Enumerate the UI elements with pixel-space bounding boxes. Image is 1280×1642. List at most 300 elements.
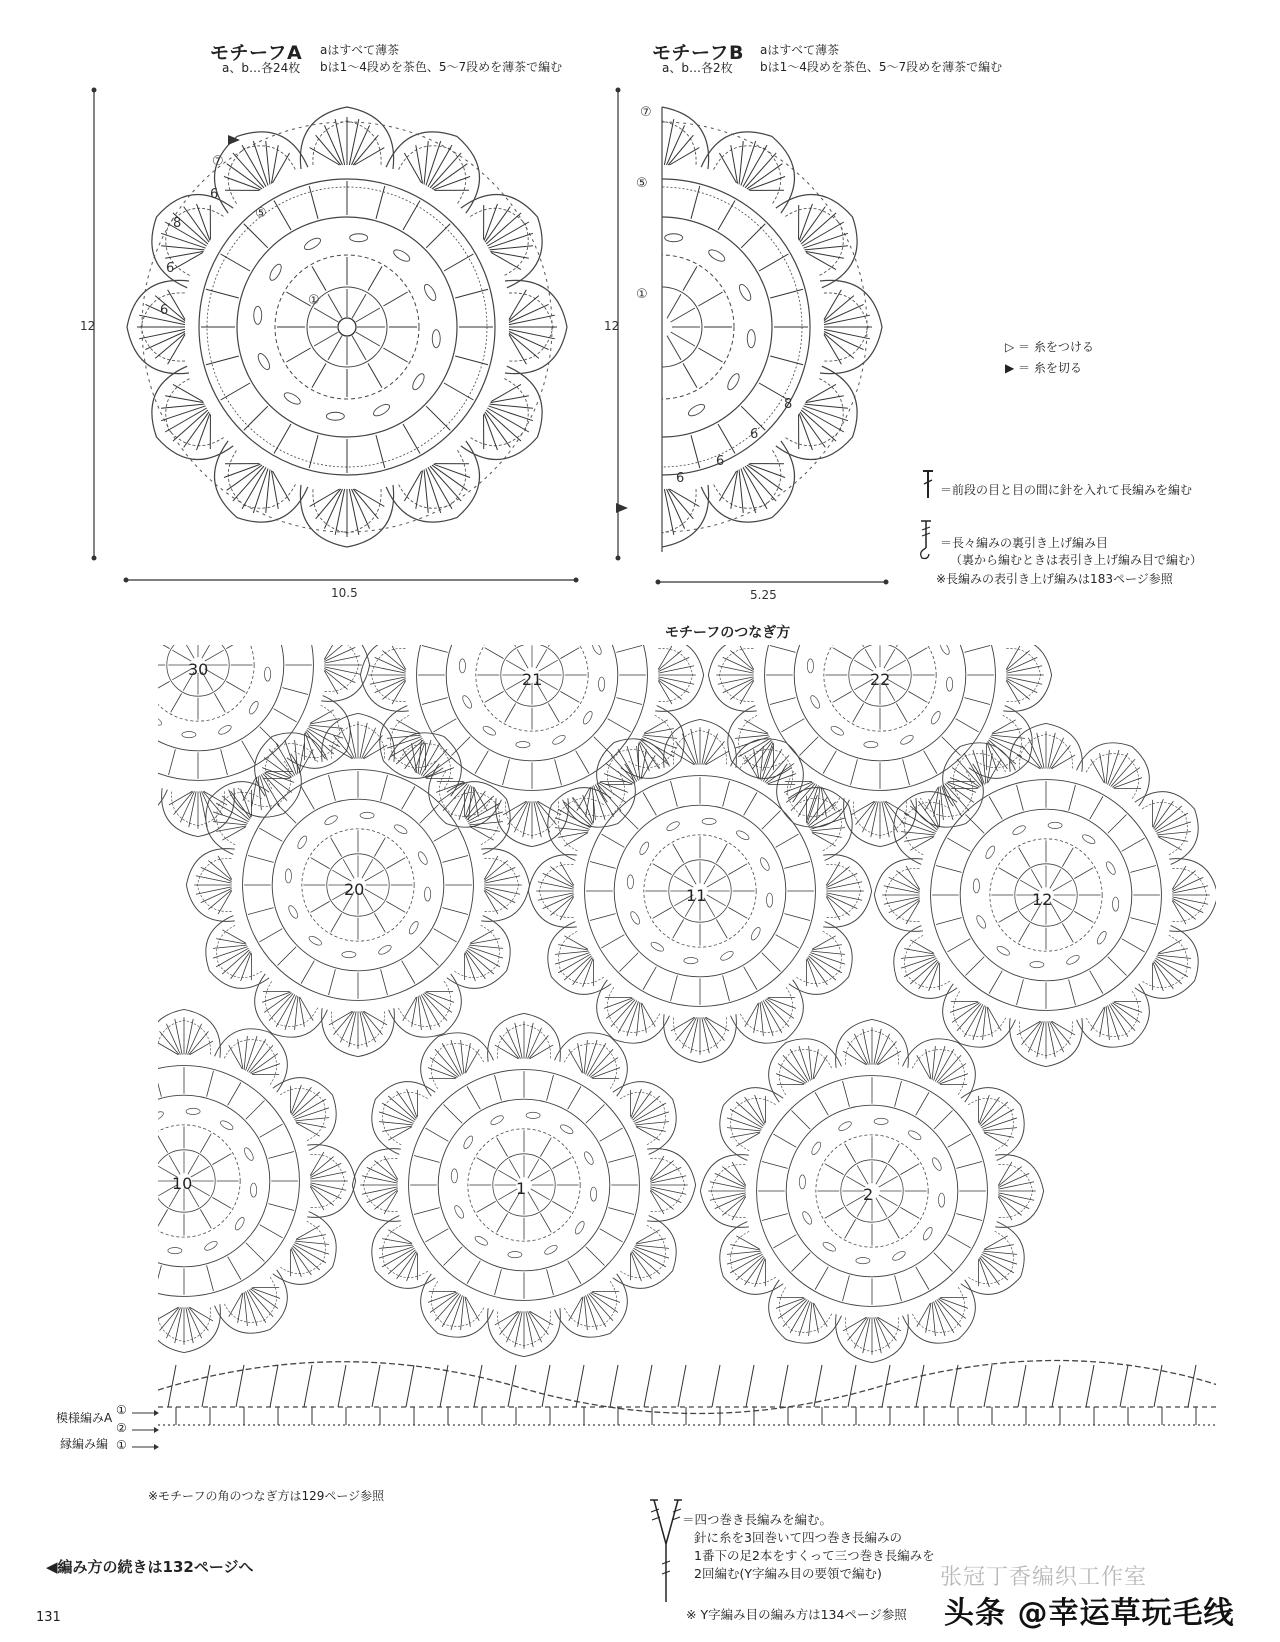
petal-shell [127, 280, 189, 373]
chain-loop [186, 1108, 200, 1114]
stitch-mark [314, 308, 338, 322]
motif-label-20: 20 [344, 880, 365, 899]
petal-shell [496, 798, 569, 846]
stitch-mark [916, 1092, 929, 1115]
chain-loop [1081, 833, 1096, 845]
stitch-mark [467, 1086, 480, 1109]
chain-loop [408, 920, 420, 935]
chain-loop [766, 893, 772, 907]
chain-loop [422, 283, 438, 303]
border-stitch [1154, 1365, 1162, 1407]
border-stitch [950, 1365, 958, 1407]
stitch-mark [704, 865, 715, 884]
chain-loop [489, 1114, 504, 1126]
stitch-mark [268, 1204, 294, 1211]
stitch-mark [497, 1138, 508, 1157]
petal-shell [755, 1280, 842, 1358]
petal-shell [158, 1009, 220, 1057]
stitch-mark [226, 645, 245, 649]
stitch-mark [619, 953, 638, 972]
dc-between-icon [918, 468, 938, 502]
petal-shell [700, 1155, 748, 1228]
row-num-3: ① [116, 1438, 127, 1452]
stitch-mark [600, 1128, 623, 1141]
chain-loop [984, 845, 996, 860]
stitch-mark [517, 649, 528, 668]
stitch-mark [246, 1100, 265, 1119]
stitch-mark [716, 919, 727, 938]
b-round-label-1: ① [636, 287, 648, 302]
motif-label-12: 12 [1032, 890, 1053, 909]
stitch-mark [934, 1110, 953, 1129]
stitch-mark [671, 781, 678, 807]
stitch-mark [246, 1243, 265, 1262]
stitch-mark [716, 844, 727, 863]
petal-shell [879, 925, 957, 1012]
stitch-mark [586, 1247, 605, 1266]
b-round-label-6c: 6 [676, 471, 685, 486]
stitch-mark [576, 751, 589, 774]
stitch-mark [547, 1075, 554, 1101]
chain-loop [641, 412, 659, 420]
stitch-mark [744, 792, 757, 815]
stitch-mark [531, 1170, 550, 1181]
join-title: モチーフのつなぎ方 [665, 625, 791, 641]
stitch-mark [1017, 785, 1024, 811]
petal-shell [186, 849, 234, 922]
stitch-mark [857, 1165, 868, 1184]
join-motifs [158, 645, 1218, 1363]
stitch-mark [301, 786, 314, 809]
stitch-mark [221, 254, 250, 271]
petal-shell [823, 855, 871, 928]
border-stitch [712, 1365, 720, 1407]
stitch-mark [791, 1110, 810, 1129]
stitch-mark [762, 1162, 788, 1169]
chain-loop [597, 390, 617, 406]
stitch-mark [383, 348, 407, 362]
chain-loop [257, 645, 269, 646]
stitch-mark [374, 838, 385, 857]
page-number: 131 [36, 1610, 61, 1625]
stitch-mark [888, 1219, 899, 1238]
chain-loop [360, 812, 374, 818]
stitch-mark [673, 919, 684, 938]
stitch-mark [442, 908, 468, 915]
stitch-mark [896, 703, 907, 722]
motif-b-height-label: 12 [604, 319, 620, 333]
petal-shell [407, 1018, 494, 1096]
round-label-6c: 6 [160, 303, 169, 318]
stitch-mark [169, 749, 176, 775]
stitch-mark [188, 1155, 199, 1174]
stitch-mark [552, 1158, 571, 1169]
stitch-mark [723, 975, 730, 1001]
border-stitch [848, 1365, 856, 1407]
stitch-mark [356, 308, 380, 322]
petal-shell [664, 719, 737, 767]
petal-shell [447, 915, 525, 1002]
stitch-mark [548, 645, 559, 647]
stitch-mark [498, 1189, 517, 1200]
stitch-mark [1069, 785, 1076, 811]
stitch-mark [815, 1267, 828, 1290]
stitch-mark [608, 1156, 634, 1163]
round-label-8: 8 [173, 216, 182, 231]
border-stitch [542, 1365, 550, 1407]
stitch-mark [433, 719, 456, 732]
chain-loop [219, 1119, 234, 1131]
stitch-mark [286, 348, 310, 362]
stitch-mark [560, 691, 579, 702]
stitch-mark [936, 866, 962, 873]
petal-shell [488, 1013, 561, 1061]
chain-loop [158, 1110, 165, 1122]
chain-loop [946, 677, 952, 691]
stitch-mark [381, 775, 388, 801]
petal-shell [789, 921, 867, 1008]
stitch-mark [744, 967, 757, 990]
stitch-mark [590, 201, 606, 230]
chain-loop [747, 330, 755, 348]
stitch-mark [403, 201, 420, 230]
stitch-mark [865, 649, 876, 668]
stitch-mark [718, 201, 735, 230]
stitch-mark [624, 186, 633, 219]
petal-shell [388, 974, 475, 1052]
stitch-mark [895, 1275, 902, 1301]
chain-loop [254, 306, 262, 324]
chain-loop [377, 944, 392, 956]
stitch-mark [259, 929, 282, 942]
petal-shell [879, 778, 957, 865]
chain-loop [250, 1183, 256, 1197]
chain-loop [462, 1135, 474, 1150]
chain-loop [432, 330, 440, 348]
legend-attach: ▷ ＝ 糸をつける [1005, 340, 1094, 354]
stitch-mark [426, 224, 450, 248]
border-stitch [304, 1365, 312, 1407]
stitch-mark [497, 1213, 508, 1232]
stitch-mark [202, 645, 213, 658]
petal-shell [995, 1155, 1043, 1228]
quad-line-2: 針に糸を3回巻いて四つ巻き長編みの [694, 1530, 902, 1545]
stitch-mark [900, 1207, 919, 1218]
petal-shell [488, 1308, 561, 1356]
stitch-mark [999, 911, 1018, 922]
stitch-mark [1122, 838, 1145, 851]
chain-loop [168, 1247, 182, 1253]
border-stitch [372, 1365, 380, 1407]
stitch-mark [762, 953, 781, 972]
motif-label-2: 2 [863, 1185, 874, 1204]
petal-shell [554, 1274, 641, 1352]
chain-loop [939, 645, 951, 656]
stitch-mark [495, 1269, 502, 1295]
stitch-mark [443, 1104, 462, 1123]
petal-shell [1169, 859, 1217, 932]
b-round-label-6b: 6 [716, 454, 725, 469]
stitch-mark [207, 1071, 214, 1097]
stitch-mark [212, 1197, 231, 1208]
stitch-mark [509, 1159, 520, 1178]
stitch-mark [759, 254, 788, 271]
petal-shell [481, 849, 529, 922]
chain-loop [182, 731, 196, 737]
petal-shell [705, 1074, 783, 1161]
chain-loop [591, 645, 603, 656]
stitch-mark [1090, 971, 1103, 994]
stitch-mark [242, 741, 255, 764]
stitch-mark [1031, 869, 1042, 888]
stitch-mark [443, 1247, 462, 1266]
chain-loop [508, 1251, 522, 1257]
petal-shell [613, 1068, 691, 1155]
stitch-mark [590, 424, 606, 453]
stitch-mark [420, 804, 439, 823]
stitch-mark [368, 266, 382, 290]
petal-shell [1010, 1018, 1083, 1066]
stitch-mark [876, 1198, 887, 1217]
stitch-mark [601, 292, 625, 306]
motif-a-title: モチーフA [210, 42, 303, 64]
chain-loop [417, 850, 429, 865]
stitch-mark [555, 759, 562, 785]
stitch-mark [277, 947, 296, 966]
stitch-mark [314, 332, 338, 346]
stitch-mark [260, 1225, 283, 1238]
petal-shell [583, 724, 670, 802]
chain-loop [482, 725, 497, 737]
petal-shell [388, 718, 475, 796]
border-stitch [882, 1365, 890, 1407]
stitch-mark [352, 336, 366, 360]
chain-loop [759, 856, 771, 871]
stitch-mark [728, 907, 747, 918]
stitch-mark [653, 907, 672, 918]
stitch-mark [707, 895, 726, 906]
stitch-mark [528, 1192, 539, 1211]
stitch-mark [568, 1261, 581, 1284]
motif-label-1: 1 [516, 1179, 527, 1198]
chain-loop [627, 875, 633, 889]
stitch-mark [228, 1082, 241, 1105]
chain-loop [158, 715, 163, 727]
motif-a-count: a、b…各24枚 [222, 61, 301, 75]
chain-loop [931, 1156, 943, 1171]
stitch-mark [422, 698, 448, 705]
chain-loop [543, 1244, 558, 1256]
stitch-mark [531, 1189, 550, 1200]
stitch-mark [601, 348, 625, 362]
chain-loop [203, 1240, 218, 1252]
join-diagram [158, 645, 1218, 1480]
chain-loop [308, 935, 323, 947]
stitch-mark [274, 424, 291, 453]
stitch-mark [728, 864, 747, 875]
stitch-mark [784, 914, 810, 921]
petal-shell [352, 1149, 400, 1222]
stitch-mark [381, 969, 388, 995]
chain-loop [410, 372, 426, 392]
stitch-mark [965, 814, 984, 833]
stitch-mark [845, 1219, 856, 1238]
petal-shell [820, 280, 882, 373]
chain-loop [217, 724, 232, 736]
stitch-mark [228, 1257, 241, 1280]
petal-shell [1135, 925, 1213, 1012]
stitch-mark [214, 693, 225, 712]
chain-loop [287, 904, 299, 919]
stitch-mark [260, 727, 279, 746]
motif-b-note-a: aはすべて薄茶 [760, 43, 840, 57]
stitch-mark [616, 646, 642, 653]
motif-a-spokes [201, 181, 493, 473]
stitch-mark [274, 201, 291, 230]
chain-loop [638, 841, 650, 856]
petal-shell [755, 1024, 842, 1102]
stitch-mark [781, 719, 804, 732]
stitch-mark [402, 786, 415, 809]
stitch-mark [601, 935, 624, 948]
petal-shell [360, 645, 408, 711]
border-fringe [168, 1365, 1196, 1425]
stitch-mark [1090, 796, 1103, 819]
stitch-mark [667, 294, 681, 318]
chain-loop [830, 725, 845, 737]
motif-a-outer-petals [127, 107, 567, 547]
motif-b-title: モチーフB [652, 42, 745, 64]
petal-shell [583, 980, 670, 1058]
chain-loop [582, 710, 594, 725]
stitch-mark [158, 1209, 168, 1228]
stitch-mark [414, 1156, 440, 1163]
stitch-mark [888, 1144, 899, 1163]
chain-loop [392, 248, 412, 264]
stitch-mark [248, 908, 274, 915]
stitch-mark [552, 1201, 571, 1212]
stitch-mark [590, 914, 616, 921]
row-num-2: ② [116, 1421, 127, 1435]
petal-shell [776, 177, 876, 289]
stitch-mark [1130, 866, 1156, 873]
stitch-mark [643, 967, 656, 990]
stitch-mark [434, 929, 457, 942]
chain-loop [393, 823, 408, 835]
stitch-mark [244, 406, 268, 430]
stitch-mark [723, 781, 730, 807]
petal-shell [300, 485, 393, 547]
stitch-mark [402, 961, 415, 984]
stitch-mark [1062, 923, 1073, 942]
round-label-6a: 6 [210, 187, 219, 202]
motif-b-note-b: bは1～4段めを茶色、5～7段めを薄茶で編む [760, 60, 1003, 74]
chain-loop [725, 372, 741, 392]
chain-loop [264, 667, 270, 681]
petal-shell [407, 1274, 494, 1352]
stitch-mark [683, 363, 697, 387]
petal-shell [162, 788, 235, 836]
chain-loop [303, 236, 323, 252]
stitch-mark [221, 383, 250, 400]
chain-loop [922, 1226, 934, 1241]
border-stitch [984, 1365, 992, 1407]
stitch-mark [158, 1071, 161, 1097]
chain-loop [1048, 822, 1062, 828]
stitch-mark [200, 1209, 211, 1228]
stitch-mark [1130, 918, 1156, 925]
continue-note: ◀編み方の続きは132ページへ [46, 1558, 254, 1576]
stitch-mark [1122, 939, 1145, 952]
stitch-mark [548, 703, 559, 722]
chain-loop [807, 659, 813, 673]
stitch-mark [425, 1229, 448, 1242]
stitch-mark [924, 751, 937, 774]
chain-loop [474, 1235, 489, 1247]
stitch-mark [207, 1265, 214, 1291]
petal-shell [322, 1008, 395, 1056]
tr-back-post-icon [914, 518, 938, 562]
stitch-mark [260, 1124, 283, 1137]
border-stitch [338, 1365, 346, 1407]
petal-shell [554, 1018, 641, 1096]
petal-shell [158, 754, 168, 832]
stitch-mark [495, 1075, 502, 1101]
stitch-mark [171, 693, 182, 712]
stitch-mark [328, 294, 342, 318]
motif-label-10: 10 [172, 1174, 193, 1193]
chain-loop [516, 741, 530, 747]
stitch-mark [843, 1081, 850, 1107]
petal-shell [273, 1064, 351, 1151]
petal-shell [321, 645, 369, 701]
border-stitch [610, 1365, 618, 1407]
stitch-mark [586, 1104, 605, 1123]
stitch-mark [691, 435, 700, 468]
stitch-mark [843, 1275, 850, 1301]
petal-shell [613, 1215, 691, 1302]
stitch-mark [331, 838, 342, 857]
border-stitch [644, 1365, 652, 1407]
stitch-mark [671, 332, 695, 346]
petal-shell [874, 859, 922, 932]
motif-label-11: 11 [686, 886, 707, 905]
petal-shell [1135, 778, 1213, 865]
chain-loop [1096, 930, 1108, 945]
stitch-mark [301, 961, 314, 984]
petal-shell [730, 724, 817, 802]
motif-b-diagram [590, 80, 890, 600]
chain-loop [907, 1129, 922, 1141]
stitch-mark [560, 648, 579, 659]
chain-loop [559, 1123, 574, 1135]
quad-line-4: 2回編む(Y字編み目の要領で編む) [694, 1566, 882, 1581]
chain-loop [975, 914, 987, 929]
stitch-mark [248, 856, 274, 863]
stitch-mark [884, 649, 895, 668]
stitch-mark [485, 648, 504, 659]
chain-loop [684, 957, 698, 963]
stitch-mark [356, 332, 380, 346]
petal-shell [664, 1014, 737, 1062]
chain-loop [930, 710, 942, 725]
stitch-mark [853, 703, 864, 722]
stitch-mark [158, 1134, 168, 1153]
stitch-mark [343, 859, 354, 878]
petal-shell [505, 280, 567, 373]
chain-loop [891, 1250, 906, 1262]
stitch-mark [536, 649, 547, 668]
